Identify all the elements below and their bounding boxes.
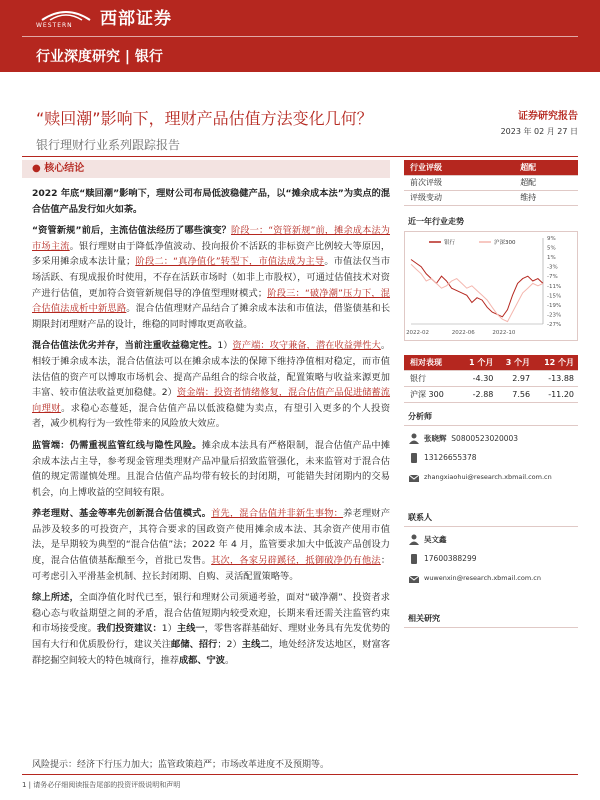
legend-label: 沪深300	[494, 239, 516, 246]
paragraph-intro: 2022 年底“赎回潮”影响下，理财公司布局低波稳健产品，以“摊余成本法”为卖点的混合估值产品发行如火如荼。	[32, 188, 390, 215]
legend-label: 银行	[444, 239, 456, 246]
report-type-tag: 证券研究报告	[518, 111, 578, 122]
person-icon	[408, 533, 420, 545]
report-series-title: 银行理财行业系列跟踪报告	[36, 138, 181, 152]
paragraph-regulation: 监管端：仍需重视监管红线与隐性风险。摊余成本法具有严格限制，混合估值产品中摊余成本法占主导，参考现金管理类理财产品冲量后招致监管强化，未来监管对于混合估值的规定需谨慎处理。且混合估值产品均带有较长的封闭期，可能错失封闭期内的交易机会，向上博收益的空间较有限。	[32, 439, 391, 498]
contact-heading: 联系人	[404, 512, 578, 527]
footer-disclaimer: 1 | 请务必仔细阅读报告尾部的投资评级说明和声明	[22, 781, 181, 789]
performance-row: 沪深 300 -2.88 7.56 -11.20	[404, 387, 578, 403]
rating-row: 前次评级 超配	[404, 175, 578, 190]
footer-divider	[22, 774, 578, 775]
chart-title: 近一年行业走势	[408, 216, 464, 226]
x-tick-label: 2022-02	[406, 329, 430, 336]
brand-chinese: 西部证券	[100, 9, 172, 29]
sidebar-column	[404, 160, 578, 628]
y-tick-label: -23%	[547, 311, 562, 318]
report-main-title: “赎回潮”影响下，理财产品估值方法变化几何？	[36, 109, 373, 128]
trend-chart-svg	[405, 232, 577, 340]
performance-table	[404, 355, 578, 404]
paragraph-summary: 综上所述，全面净值化时代已至，银行和理财公司须通考验，面对“破净潮”、投资者求稳心态与收益期望之间的矛盾，混合估值短期内较受欢迎，长期来看还需关注监管约束和市场接受度。我们投资建议：1）主线一，零售客群基础好、理财业务具有先发优势的国有大行和优质股份行，建议关注邮储、招行；2）主线二，地处经济发达地区，财富客群挖掘空间较大的特色城商行，推荐成都、宁波。	[32, 592, 391, 666]
y-tick-label: -11%	[547, 283, 562, 290]
email-icon	[408, 472, 420, 484]
core-conclusion-heading: ● 核心结论	[22, 160, 390, 178]
y-tick-label: -3%	[547, 264, 558, 271]
performance-row: 银行 -4.30 2.97 -13.88	[404, 371, 578, 387]
report-category: 行业深度研究 | 银行	[36, 49, 163, 65]
contact-name: 吴文鑫	[424, 535, 447, 544]
header-banner	[0, 0, 600, 72]
risk-warning: 风险提示：经济下行压力加大；监管政策趋严；市场改革进度不及预期等。	[32, 760, 330, 770]
bullet-icon: ●	[32, 163, 45, 174]
contact-email[interactable]: wuwenxin@research.xbmail.com.cn	[424, 574, 541, 582]
rating-table	[404, 160, 578, 206]
phone-icon	[408, 452, 420, 464]
paragraph-pros-cons: 混合估值法优劣并存，当前注重收益稳定性。1）资产端：攻守兼备，潜在收益弹性大。相较于摊余成本法，混合估值法可以在摊余成本法的保障下维持净值相对稳定，而市值法估值的资产可以博取市场机会、提高产品组合的综合收益，配置策略与收益来源更加丰富、较市值法收益更加稳健。2）资金端：投资者情绪修复，混合估值产品促进储蓄流向理财。求稳心态蔓延，混合估值产品以低波稳健为卖点，有望引入更多的个人投资者，减少机构行为一致性带来的风险放大效应。	[32, 340, 391, 430]
analyst-email[interactable]: zhangxiaohui@research.xbmail.com.cn	[424, 473, 552, 481]
y-tick-label: -19%	[547, 302, 562, 309]
contact-phone: 17600388299	[424, 554, 477, 563]
brand-english: WESTERN	[36, 22, 73, 29]
paragraph-innovation: 养老理财、基金等率先创新混合估值模式。首先，混合估值并非新生事物：养老理财产品涉及较多的可投资产，其符合要求的国政资产使用摊余成本法、其余资产使用市值法，是早期较为典型的“混合估值”法；2022 年 4 月，监管要求加大中低波产品创设力度，混合估值债基酝酿至今，首批已发售。其次，各家另辟蹊径，抵御破净仍有他法：可考虑引入平滑基金机制、拉长封闭期、自购、灵活配置策略等。	[32, 508, 391, 582]
analyst-cert: S0800523020003	[451, 434, 519, 443]
x-tick-label: 2022-10	[492, 329, 516, 336]
y-tick-label: -27%	[547, 321, 562, 328]
email-icon	[408, 573, 420, 585]
analyst-heading: 分析师	[404, 411, 578, 426]
related-research-heading: 相关研究	[404, 613, 578, 628]
phone-icon	[408, 553, 420, 565]
series-line-1	[411, 264, 543, 321]
contact-card	[404, 527, 578, 605]
rating-row: 评级变动 维持	[404, 190, 578, 205]
y-tick-label: -15%	[547, 292, 562, 299]
y-tick-label: 9%	[547, 235, 556, 242]
rating-row: 行业评级 超配	[404, 160, 578, 175]
person-icon	[408, 432, 420, 444]
y-tick-label: -7%	[547, 273, 558, 280]
title-divider	[22, 156, 578, 157]
y-tick-label: 5%	[547, 245, 556, 252]
header-divider	[22, 36, 578, 37]
report-date: 2023 年 02 月 27 日	[500, 127, 578, 136]
trend-chart	[404, 231, 578, 341]
core-conclusion-column	[22, 160, 390, 668]
paragraph-evolution: “资管新规”前后，主流估值法经历了哪些演变？阶段一：“资管新规”前，摊余成本法为市场主流。银行理财由于降低净值波动、投向报价不活跃的非标资产比例较大等原因，多采用摊余成本法计量；阶段二：“真净值化”转型下，市值法成为主导。市值法仅当市场活跃、有现成报价时使用，不存在活跃市场时（如非上市股权），可通过估值技术对资产进行估值，更加符合资管新规倡导的净值型理财模式；阶段三：“破净潮”压力下，混合估值法成析中新思路。混合估值理财产品结合了摊余成本法和市值法，借鉴债基和长期限封闭理财产品的设计，维稳的同时博取更高收益。	[32, 225, 391, 330]
analyst-phone: 13126655378	[424, 453, 477, 462]
y-tick-label: 1%	[547, 254, 556, 261]
x-tick-label: 2022-06	[451, 329, 475, 336]
analyst-name: 张晓辉	[424, 434, 447, 443]
series-line-0	[411, 259, 543, 316]
performance-header-row: 相对表现 1 个月 3 个月 12 个月	[404, 355, 578, 371]
analyst-card	[404, 426, 578, 504]
